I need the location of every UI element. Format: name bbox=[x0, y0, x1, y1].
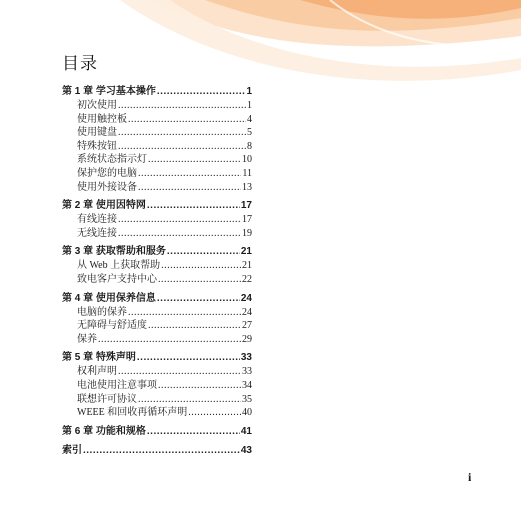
toc-leader-dots bbox=[83, 444, 240, 458]
page-number: i bbox=[468, 470, 472, 484]
toc-leader-dots bbox=[157, 85, 246, 99]
toc-entry[interactable] bbox=[62, 227, 252, 241]
toc-chapter[interactable] bbox=[62, 292, 252, 306]
toc-entry[interactable] bbox=[62, 379, 252, 393]
toc-entry-label: 电池使用注意事项 bbox=[77, 379, 157, 391]
toc-chapter-page: 21 bbox=[240, 246, 252, 258]
toc-entry-page: 33 bbox=[242, 366, 252, 378]
toc-leader-dots bbox=[118, 99, 246, 113]
toc-chapter[interactable] bbox=[62, 199, 252, 213]
toc-leader-dots bbox=[118, 126, 246, 140]
toc-leader-dots bbox=[138, 181, 241, 195]
toc-entry-page: 35 bbox=[242, 393, 252, 405]
toc-entry[interactable] bbox=[62, 393, 252, 407]
toc-leader-dots bbox=[138, 167, 241, 181]
toc-chapter-label: 第 2 章 使用因特网 bbox=[62, 200, 146, 212]
toc-entry[interactable] bbox=[62, 99, 252, 113]
toc-leader-dots bbox=[128, 306, 241, 320]
toc-entry-page: 24 bbox=[242, 306, 252, 318]
toc-entry[interactable] bbox=[62, 406, 252, 420]
toc-entry[interactable] bbox=[62, 213, 252, 227]
toc-entry-label: 使用触控板 bbox=[77, 113, 127, 125]
toc-entry-label: WEEE 和回收再循环声明 bbox=[77, 407, 188, 419]
toc-entry-label: 从 Web 上获取帮助 bbox=[77, 260, 161, 272]
toc-entry-label: 无线连接 bbox=[77, 227, 117, 239]
toc-leader-dots bbox=[167, 245, 240, 259]
toc-entry-page: 17 bbox=[242, 214, 252, 226]
toc-leader-dots bbox=[148, 153, 241, 167]
toc-leader-dots bbox=[188, 406, 241, 420]
toc-chapter-page: 43 bbox=[240, 444, 252, 456]
toc-entry-page: 8 bbox=[247, 140, 252, 152]
toc-chapter-label: 第 6 章 功能和规格 bbox=[62, 425, 146, 437]
toc-entry-page: 1 bbox=[247, 100, 252, 111]
toc-entry-page: 5 bbox=[247, 127, 252, 139]
toc-chapter-label: 第 5 章 特殊声明 bbox=[62, 352, 136, 364]
toc-chapter[interactable] bbox=[62, 425, 252, 439]
toc-entry-page: 40 bbox=[242, 407, 252, 419]
toc-entry[interactable] bbox=[62, 306, 252, 320]
toc-chapter[interactable] bbox=[62, 85, 252, 99]
table-of-contents bbox=[62, 85, 252, 458]
toc-entry[interactable] bbox=[62, 319, 252, 333]
toc-entry-label: 系统状态指示灯 bbox=[77, 154, 147, 166]
toc-entry[interactable] bbox=[62, 113, 252, 127]
toc-entry[interactable] bbox=[62, 273, 252, 287]
toc-entry[interactable] bbox=[62, 259, 252, 273]
toc-chapter-label: 第 4 章 使用保养信息 bbox=[62, 292, 156, 304]
toc-entry-label: 电脑的保养 bbox=[77, 306, 127, 318]
toc-entry-label: 使用键盘 bbox=[77, 127, 117, 139]
toc-entry-label: 权利声明 bbox=[77, 366, 117, 378]
toc-leader-dots bbox=[157, 292, 240, 306]
toc-entry[interactable] bbox=[62, 333, 252, 347]
toc-chapter-page: 24 bbox=[240, 292, 252, 304]
toc-entry-page: 22 bbox=[242, 273, 252, 285]
toc-entry-page: 4 bbox=[247, 113, 252, 125]
toc-leader-dots bbox=[137, 351, 240, 365]
toc-chapter-page: 17 bbox=[240, 200, 252, 212]
toc-entry[interactable] bbox=[62, 167, 252, 181]
toc-leader-dots bbox=[128, 113, 246, 127]
toc-leader-dots bbox=[118, 213, 241, 227]
toc-leader-dots bbox=[158, 273, 241, 287]
toc-leader-dots bbox=[147, 199, 240, 213]
toc-entry-page: 13 bbox=[242, 181, 252, 193]
toc-entry-label: 无障碍与舒适度 bbox=[77, 320, 147, 332]
toc-leader-dots bbox=[118, 365, 241, 379]
toc-entry-page: 21 bbox=[242, 260, 252, 272]
toc-chapter-page: 33 bbox=[240, 352, 252, 364]
toc-entry-label: 有线连接 bbox=[77, 214, 117, 226]
toc-chapter[interactable] bbox=[62, 444, 252, 458]
toc-entry-label: 联想许可协议 bbox=[77, 393, 137, 405]
toc-entry[interactable] bbox=[62, 365, 252, 379]
toc-entry[interactable] bbox=[62, 140, 252, 154]
page-title: 目录 bbox=[62, 54, 98, 74]
toc-leader-dots bbox=[158, 379, 241, 393]
toc-leader-dots bbox=[148, 319, 241, 333]
toc-entry-page: 10 bbox=[242, 154, 252, 166]
toc-entry-label: 保护您的电脑 bbox=[77, 167, 137, 179]
toc-entry-label: 特殊按钮 bbox=[77, 140, 117, 152]
toc-chapter[interactable] bbox=[62, 245, 252, 259]
toc-entry-page: 34 bbox=[242, 379, 252, 391]
toc-entry-page: 27 bbox=[242, 320, 252, 332]
toc-chapter-page: 41 bbox=[240, 425, 252, 437]
toc-leader-dots bbox=[161, 259, 241, 273]
toc-leader-dots bbox=[98, 333, 241, 347]
toc-chapter[interactable] bbox=[62, 351, 252, 365]
toc-entry-page: 19 bbox=[242, 227, 252, 239]
toc-entry-label: 保养 bbox=[77, 333, 97, 345]
toc-entry[interactable] bbox=[62, 181, 252, 195]
toc-entry[interactable] bbox=[62, 153, 252, 167]
toc-leader-dots bbox=[118, 140, 246, 154]
toc-leader-dots bbox=[147, 425, 240, 439]
toc-entry-page: 29 bbox=[242, 333, 252, 345]
toc-leader-dots bbox=[138, 393, 241, 407]
toc-leader-dots bbox=[118, 227, 241, 241]
toc-entry[interactable] bbox=[62, 126, 252, 140]
toc-entry-label: 使用外接设备 bbox=[77, 181, 137, 193]
toc-chapter-label: 索引 bbox=[62, 444, 82, 456]
toc-entry-page: 11 bbox=[242, 167, 252, 179]
toc-entry-label: 初次使用 bbox=[77, 100, 117, 111]
toc-chapter-label: 第 1 章 学习基本操作 bbox=[62, 86, 156, 97]
toc-entry-label: 致电客户支持中心 bbox=[77, 273, 157, 285]
toc-chapter-page: 1 bbox=[246, 86, 252, 97]
toc-chapter-label: 第 3 章 获取帮助和服务 bbox=[62, 246, 166, 258]
